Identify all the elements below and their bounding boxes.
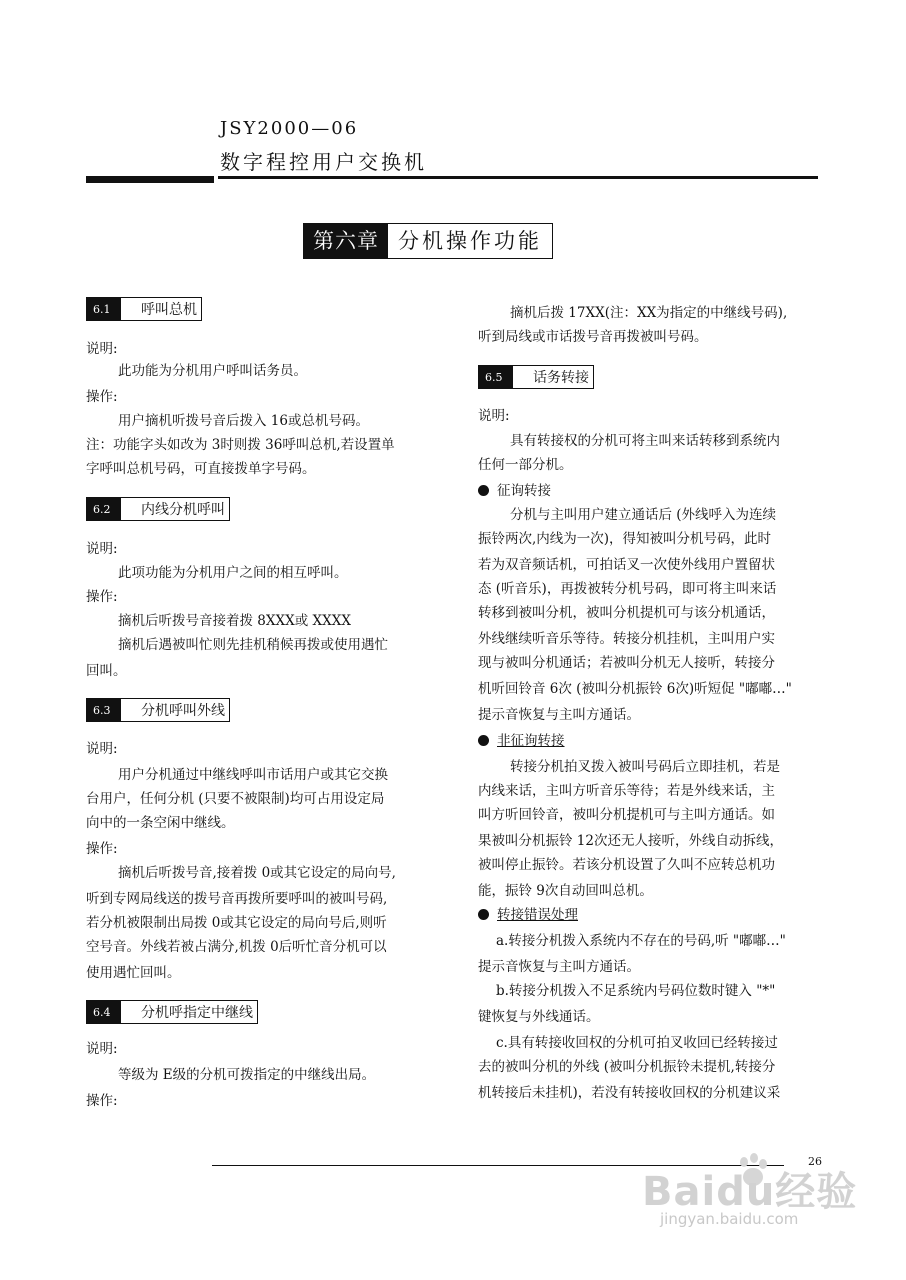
text-line: 操作: <box>86 389 118 405</box>
chapter-number: 第六章 <box>304 224 388 258</box>
text-line: 说明: <box>86 541 118 557</box>
text-line: 回叫。 <box>86 663 127 679</box>
subheading-transfer-error: 转接错误处理 <box>478 904 578 926</box>
section-name: 分机呼叫外线 <box>141 703 225 719</box>
text-line: 使用遇忙回叫。 <box>86 965 181 981</box>
text-line: 听到局线或市话拨号音再拨被叫号码。 <box>478 329 708 345</box>
text-line: 说明: <box>86 1041 118 1057</box>
text-line: 现与被叫分机通话；若被叫分机无人接听，转接分 <box>478 655 775 671</box>
text-line: 说明: <box>86 341 118 357</box>
text-line: 向中的一条空闲中继线。 <box>86 815 235 831</box>
text-line: 转移到被叫分机，被叫分机提机可与该分机通话， <box>478 605 775 621</box>
text-line: 若为双音频话机，可拍话叉一次使外线用户置留状 <box>478 557 775 573</box>
section-number: 6.5 <box>479 366 513 388</box>
text-line: 态 (听音乐)，再拨被转分机号码，即可将主叫来话 <box>478 581 777 597</box>
section-6-5-heading <box>478 365 594 389</box>
text-line: 此功能为分机用户呼叫话务员。 <box>118 363 307 379</box>
text-line: 操作: <box>86 841 118 857</box>
text-line: 等级为 E级的分机可拨指定的中继线出局。 <box>118 1067 376 1083</box>
text-line: 台用户，任何分机 (只要不被限制)均可占用设定局 <box>86 791 385 807</box>
subheading-blind-transfer: 非征询转接 <box>478 730 565 752</box>
text-line: 分机与主叫用户建立通话后 (外线呼入为连续 <box>510 507 777 523</box>
header-rule-thin <box>218 176 818 179</box>
watermark-url: jingyan.baidu.com <box>660 1210 799 1228</box>
text-line: 叫方听回铃音，被叫分机提机可与主叫方通话。如 <box>478 807 775 823</box>
text-line: 果被叫分机振铃 12次还无人接听，外线自动拆线， <box>478 833 783 849</box>
header-rule-thick <box>86 176 214 183</box>
text-line: 说明: <box>478 408 510 424</box>
text-line: 去的被叫分机的外线 (被叫分机振铃未提机,转接分 <box>478 1059 776 1075</box>
text-line: 提示音恢复与主叫方通话。 <box>478 959 640 975</box>
text-line: 注：功能字头如改为 3时则拨 36呼叫总机,若设置单 <box>86 437 395 453</box>
chapter-title: 分机操作功能 <box>398 229 542 253</box>
text-line: 用户分机通过中继线呼叫市话用户或其它交换 <box>118 767 388 783</box>
text-line: 机听回铃音 6次 (被叫分机振铃 6次)听短促 "嘟嘟…" <box>478 681 792 697</box>
text-line: 振铃两次,内线为一次)，得知被叫分机号码，此时 <box>478 531 772 547</box>
text-line: 摘机后听拨号音,接着拨 0或其它设定的局向号, <box>118 865 396 881</box>
text-line: 操作: <box>86 1093 118 1109</box>
text-line: 具有转接权的分机可将主叫来话转移到系统内 <box>510 433 780 449</box>
section-6-1-heading <box>86 297 202 321</box>
text-line: 机转接后未挂机)，若没有转接收回权的分机建议采 <box>478 1085 781 1101</box>
text-line: 操作: <box>86 589 118 605</box>
chapter-heading <box>303 223 553 259</box>
text-line: a.转接分机拨入系统内不存在的号码,听 "嘟嘟…" <box>496 933 786 949</box>
section-number: 6.3 <box>87 699 121 721</box>
text-line: 被叫停止振铃。若该分机设置了久叫不应转总机功 <box>478 857 775 873</box>
text-line: 说明: <box>86 741 118 757</box>
text-line: c.具有转接收回权的分机可拍叉收回已经转接过 <box>496 1035 778 1051</box>
section-name: 呼叫总机 <box>141 302 197 318</box>
text-line: 摘机后拨 17XX(注：XX为指定的中继线号码), <box>510 305 788 321</box>
text-line: 若分机被限制出局拨 0或其它设定的局向号后,则听 <box>86 915 387 931</box>
section-6-2-heading <box>86 497 230 521</box>
text-line: 字呼叫总机号码，可直接拨单字号码。 <box>86 461 316 477</box>
section-name: 话务转接 <box>533 370 589 386</box>
document-title: 数字程控用户交换机 <box>220 150 427 174</box>
document-model: JSY2000—06 <box>220 118 359 139</box>
section-number: 6.1 <box>87 298 121 320</box>
text-line: 摘机后遇被叫忙则先挂机稍候再拨或使用遇忙 <box>118 637 388 653</box>
section-number: 6.2 <box>87 498 121 520</box>
text-line: 任何一部分机。 <box>478 457 573 473</box>
text-line: 空号音。外线若被占满分,机拨 0后听忙音分机可以 <box>86 939 387 955</box>
text-line: 转接分机拍叉拨入被叫号码后立即挂机，若是 <box>510 759 780 775</box>
text-line: 内线来话，主叫方听音乐等待；若是外线来话，主 <box>478 783 775 799</box>
text-line: 外线继续听音乐等待。转接分机挂机，主叫用户实 <box>478 631 775 647</box>
bullet-1-icon <box>478 485 489 496</box>
section-6-4-heading <box>86 1000 258 1024</box>
section-name: 分机呼指定中继线 <box>141 1005 253 1021</box>
bullet-3-icon <box>478 909 489 920</box>
bullet-2-icon <box>478 735 489 746</box>
text-line: 能，振铃 9次自动回叫总机。 <box>478 883 653 899</box>
watermark-brand: Baidu经验 <box>642 1169 858 1215</box>
section-6-3-heading <box>86 698 230 722</box>
section-number: 6.4 <box>87 1001 121 1023</box>
page-number: 26 <box>808 1155 822 1168</box>
text-line: 用户摘机听拨号音后拨入 16或总机号码。 <box>118 413 369 429</box>
text-line: 听到专网局线送的拨号音再拨所要呼叫的被叫号码, <box>86 891 388 907</box>
section-name: 内线分机呼叫 <box>141 502 225 518</box>
subheading-consult-transfer: 征询转接 <box>478 480 551 502</box>
text-line: 键恢复与外线通话。 <box>478 1009 600 1025</box>
text-line: 摘机后听拨号音接着拨 8XXX或 XXXX <box>118 613 351 629</box>
text-line: 提示音恢复与主叫方通话。 <box>478 707 640 723</box>
text-line: 此项功能为分机用户之间的相互呼叫。 <box>118 565 348 581</box>
text-line: b.转接分机拨入不足系统内号码位数时键入 "*" <box>496 983 776 999</box>
